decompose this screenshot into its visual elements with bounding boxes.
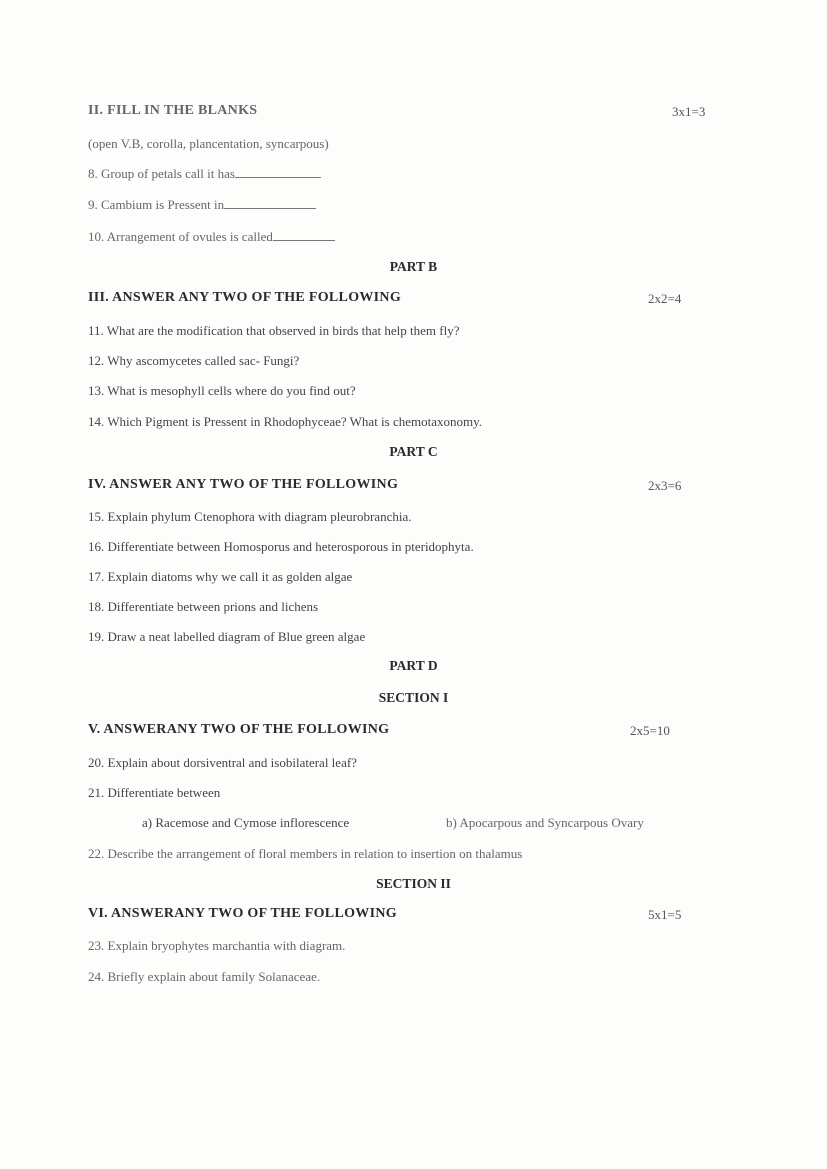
part-title: PART C	[389, 444, 438, 459]
question: 15. Explain phylum Ctenophora with diagram pleurobranchia.	[88, 509, 412, 524]
question-text: 8. Group of petals call it has	[88, 166, 235, 181]
section-title: SECTION I	[378, 690, 449, 705]
question: 24. Briefly explain about family Solanaceae.	[88, 969, 321, 984]
question: 18. Differentiate between prions and lichens	[88, 599, 319, 614]
question	[88, 197, 316, 213]
question: 22. Describe the arrangement of floral members in relation to insertion on thalamus	[88, 846, 523, 861]
section-title: SECTION II	[376, 876, 451, 891]
question: 17. Explain diatoms why we call it as golden algae	[88, 569, 353, 584]
section-heading: V. ANSWERANY TWO OF THE FOLLOWING	[88, 722, 390, 737]
question: 12. Why ascomycetes called sac- Fungi?	[88, 353, 300, 368]
question	[88, 229, 335, 245]
question: 14. Which Pigment is Pressent in Rhodophyceae? What is chemotaxonomy.	[88, 414, 483, 429]
sub-question: a) Racemose and Cymose inflorescence	[142, 815, 350, 830]
section-heading: IV. ANSWER ANY TWO OF THE FOLLOWING	[88, 477, 399, 492]
marks: 2x2=4	[648, 291, 682, 306]
blank-line	[235, 167, 321, 178]
question: 16. Differentiate between Homosporus and heterosporous in pteridophyta.	[88, 539, 474, 554]
question-text: 10. Arrangement of ovules is called	[88, 229, 273, 244]
question: 23. Explain bryophytes marchantia with diagram.	[88, 938, 346, 953]
marks: 2x3=6	[648, 478, 682, 493]
options-text: (open V.B, corolla, plancentation, syncarpous)	[88, 136, 329, 151]
section-heading: III. ANSWER ANY TWO OF THE FOLLOWING	[88, 290, 402, 305]
marks: 5x1=5	[648, 907, 682, 922]
question-text: 9. Cambium is Pressent in	[88, 197, 225, 212]
part-title: PART B	[389, 259, 438, 274]
blank-line	[273, 230, 335, 241]
question	[88, 166, 321, 182]
question: 13. What is mesophyll cells where do you find out?	[88, 383, 356, 398]
section-heading: II. FILL IN THE BLANKS	[88, 103, 258, 118]
question: 11. What are the modification that observed in birds that help them fly?	[88, 323, 460, 338]
part-title: PART D	[389, 658, 438, 673]
section-heading: VI. ANSWERANY TWO OF THE FOLLOWING	[88, 906, 397, 921]
question: 20. Explain about dorsiventral and isobilateral leaf?	[88, 755, 357, 770]
sub-question: b) Apocarpous and Syncarpous Ovary	[446, 815, 644, 830]
marks: 2x5=10	[630, 723, 670, 738]
question: 19. Draw a neat labelled diagram of Blue green algae	[88, 629, 366, 644]
blank-line	[224, 198, 316, 209]
question: 21. Differentiate between	[88, 785, 221, 800]
marks: 3x1=3	[672, 104, 706, 119]
